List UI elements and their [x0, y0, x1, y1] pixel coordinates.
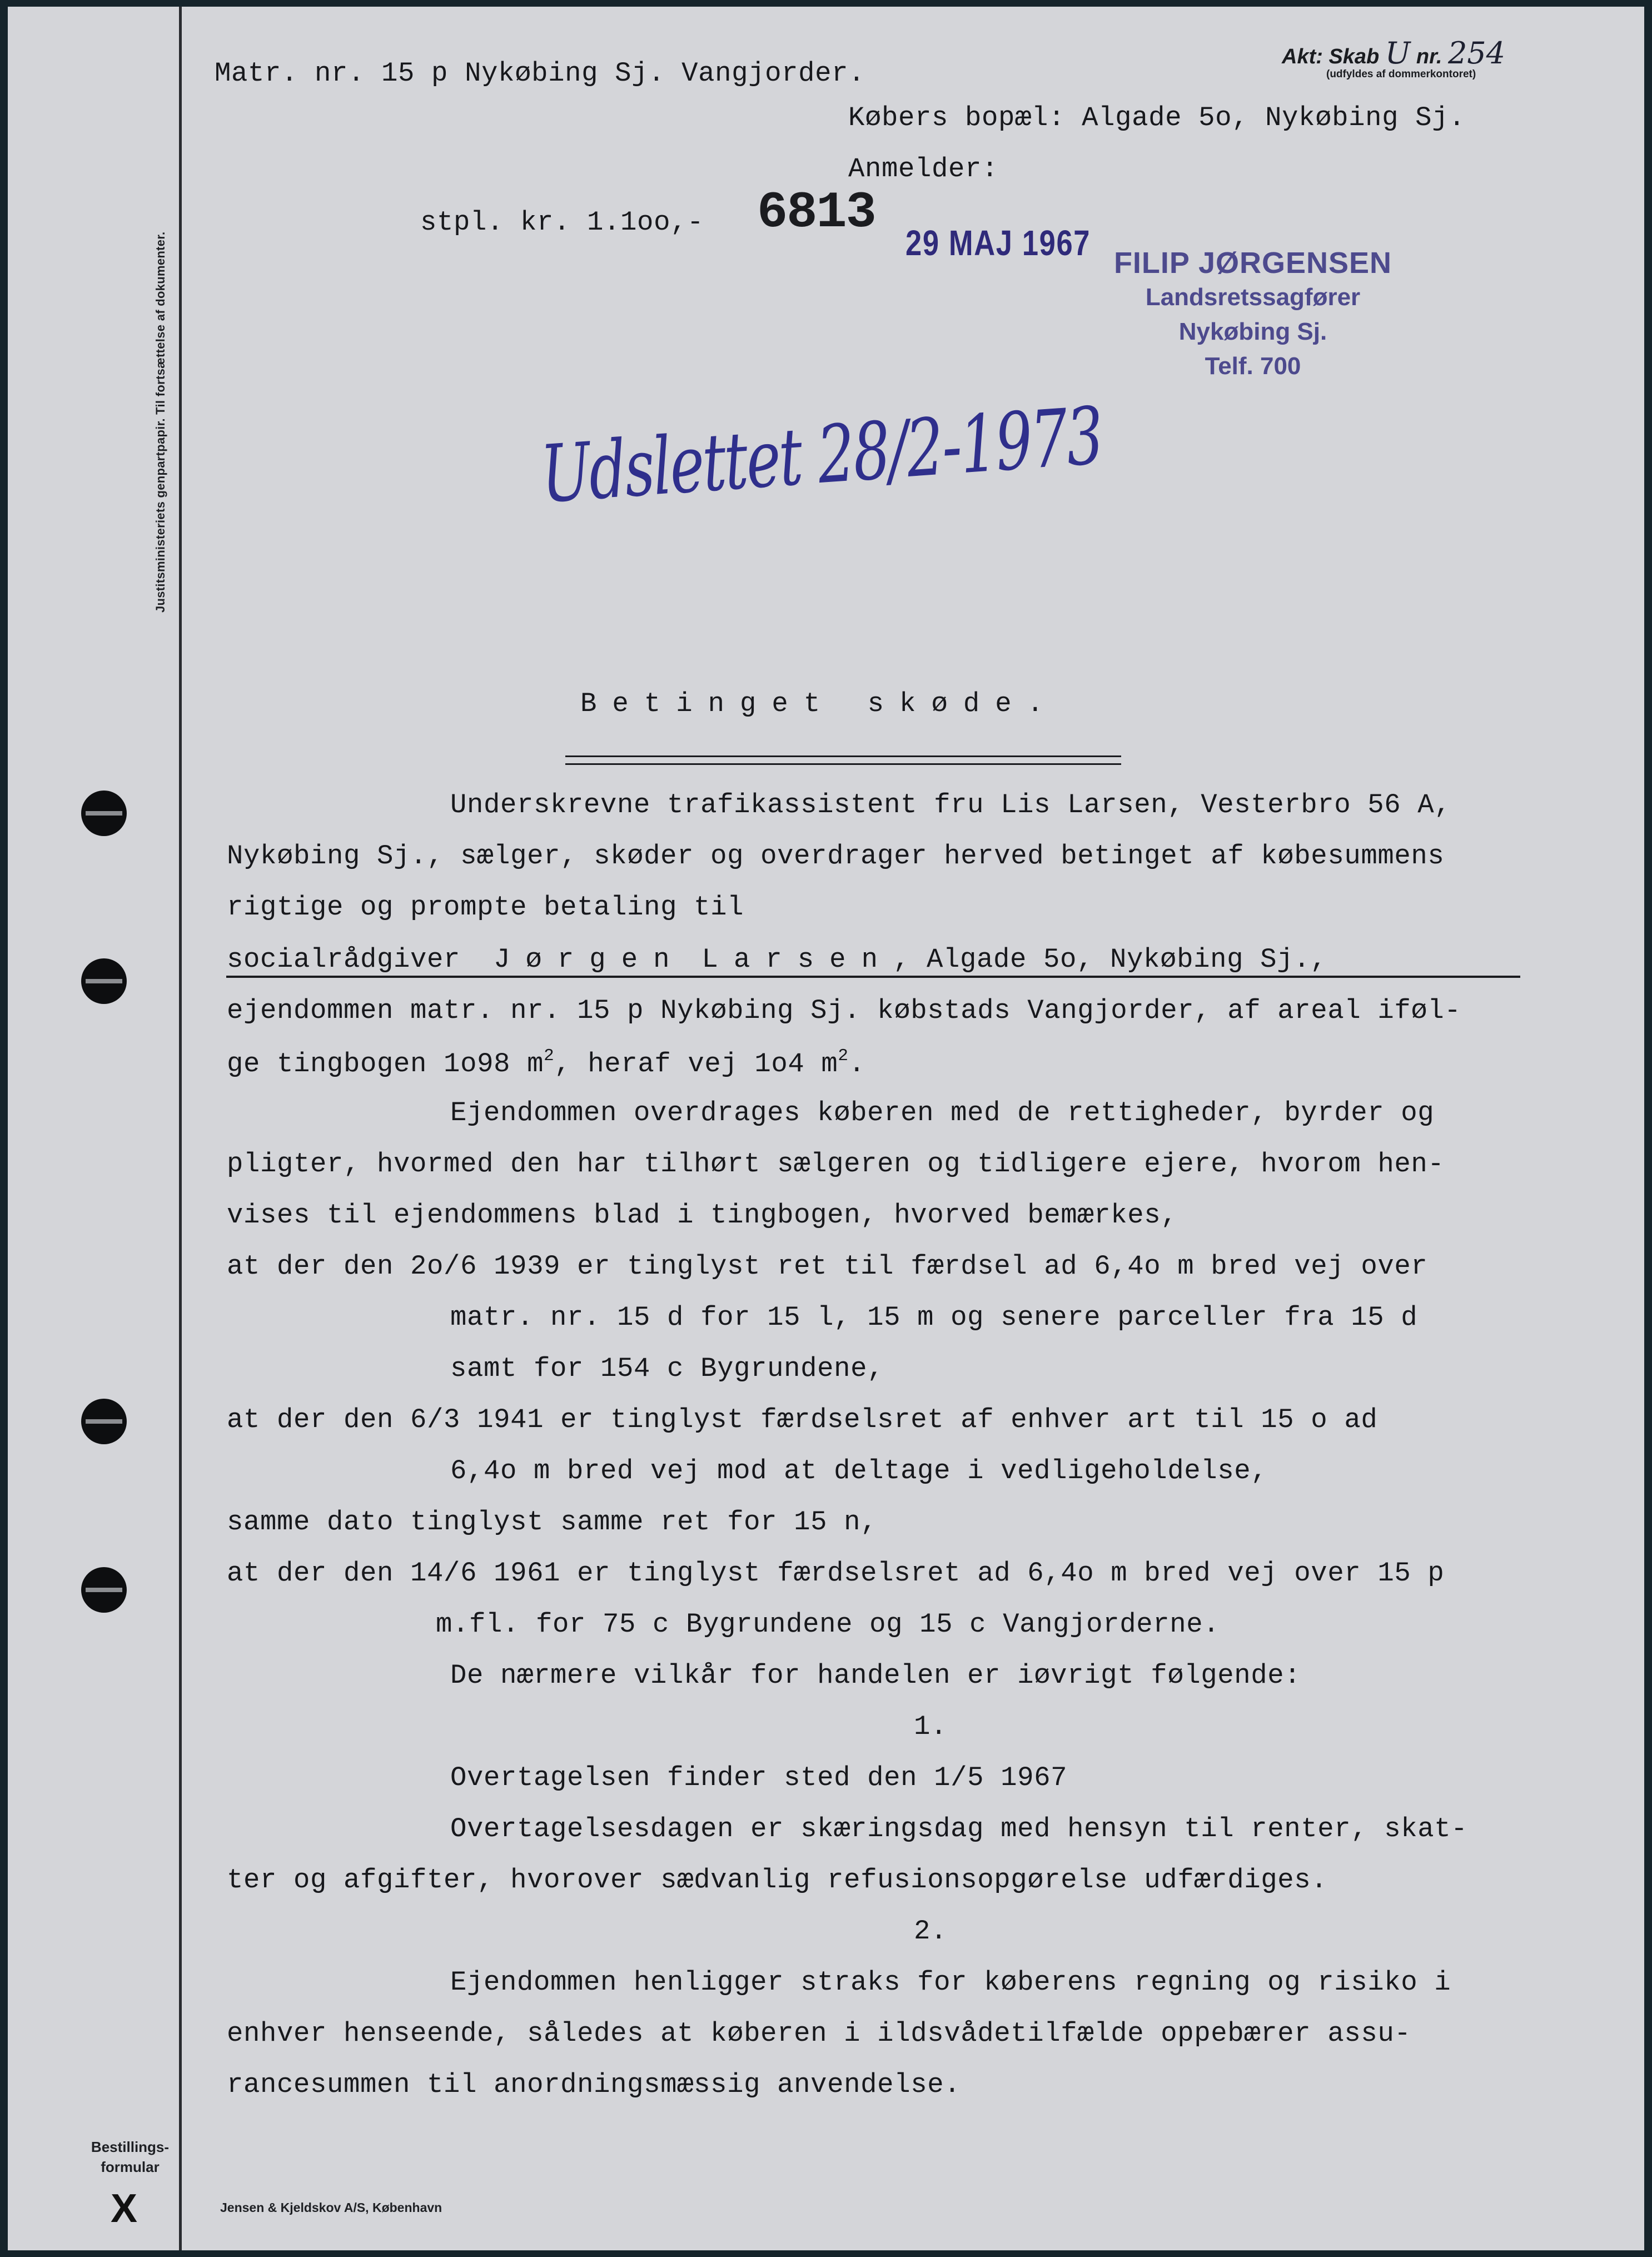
lawyer-name: FILIP JØRGENSEN: [1113, 246, 1392, 280]
buyer-line: [227, 944, 1327, 975]
text-line: enhver henseende, således at køberen i ildsvådetilfælde oppebærer assu-: [227, 2018, 1411, 2049]
area-superscript: 2: [544, 1046, 555, 1066]
document-heading: Betinget skøde.: [580, 688, 1059, 719]
akt-skab-handwritten: U: [1385, 36, 1411, 71]
akt-nr-label: nr.: [1416, 45, 1442, 68]
akt-sub-note: (udfyldes af dommerkontoret): [1326, 68, 1476, 80]
punch-hole: [81, 791, 127, 836]
text-line: Overtagelsesdagen er skæringsdag med hensyn til renter, skat-: [450, 1813, 1468, 1845]
text-line: vises til ejendommens blad i tingbogen, hvorved bemærkes,: [227, 1200, 1178, 1231]
handwritten-annotation: Udslettet 28/2-1973: [538, 390, 1105, 521]
lawyer-city: Nykøbing Sj.: [1178, 318, 1327, 345]
text-line: rancesummen til anordningsmæssig anvendelse.: [227, 2069, 961, 2100]
text-line: Ejendommen henligger straks for køberens regning og risiko i: [450, 1967, 1451, 1998]
buyer-address: , Algade 5o, Nykøbing Sj.,: [893, 944, 1327, 975]
akt-reference-line: [1282, 36, 1505, 71]
document-page: [8, 7, 1644, 2250]
buyer-occupation: socialrådgiver: [227, 944, 461, 975]
text-line: samt for 154 c Bygrundene,: [450, 1353, 884, 1384]
margin-side-text: Justitsministeriets genpartpapir. Til fortsættelse af dokumenter.: [153, 231, 167, 613]
text-line: Nykøbing Sj., sælger, skøder og overdrager herved betinget af købesummens: [227, 841, 1445, 872]
buyer-underline: [226, 976, 1520, 978]
area-line: [227, 1046, 865, 1080]
area-period: .: [848, 1048, 865, 1080]
text-line: matr. nr. 15 d for 15 l, 15 m og senere parceller fra 15 d: [450, 1302, 1418, 1333]
section-number: 1.: [914, 1711, 948, 1742]
text-line: rigtige og prompte betaling til: [227, 892, 744, 923]
stamp-duty-line: stpl. kr. 1.1oo,-: [420, 207, 704, 238]
registration-number-stamp: 6813: [757, 183, 875, 242]
text-line: Underskrevne trafikassistent fru Lis Larsen, Vesterbro 56 A,: [450, 789, 1451, 821]
lawyer-phone: Telf. 700: [1205, 352, 1301, 380]
area-text: ge tingbogen 1o98 m: [227, 1048, 544, 1080]
buyer-first-name: Jørgen: [494, 944, 685, 975]
lawyer-stamp: [1097, 246, 1409, 384]
text-line: 6,4o m bred vej mod at deltage i vedligeholdelse,: [450, 1455, 1268, 1487]
punch-hole: [81, 1567, 127, 1613]
order-form-label-line: formular: [101, 2159, 160, 2175]
buyer-address-line: Købers bopæl: Algade 5o, Nykøbing Sj.: [848, 102, 1466, 133]
lawyer-title: Landsretssagfører: [1145, 284, 1361, 311]
text-line: ter og afgifter, hvorover sædvanlig refusionsopgørelse udfærdiges.: [227, 1865, 1328, 1896]
heading-underline: [565, 755, 1121, 765]
punch-hole: [81, 958, 127, 1004]
text-line: De nærmere vilkår for handelen er iøvrigt følgende:: [450, 1660, 1301, 1691]
buyer-last-name: Larsen: [701, 944, 893, 975]
text-line: at der den 2o/6 1939 er tinglyst ret til færdsel ad 6,4o m bred vej over: [227, 1251, 1428, 1282]
printer-imprint: Jensen & Kjeldskov A/S, København: [220, 2200, 442, 2215]
area-road-text: , heraf vej 1o4 m: [554, 1048, 838, 1080]
matr-line: Matr. nr. 15 p Nykøbing Sj. Vangjorder.: [215, 58, 865, 89]
date-stamp: 29 MAJ 1967: [905, 223, 1091, 263]
area-superscript: 2: [838, 1046, 849, 1066]
akt-label: Akt: Skab: [1282, 45, 1380, 68]
text-line: pligter, hvormed den har tilhørt sælgeren og tidligere ejere, hvorom hen-: [227, 1149, 1445, 1180]
order-form-mark: X: [111, 2186, 138, 2231]
text-line: Ejendommen overdrages køberen med de rettigheder, byrder og: [450, 1097, 1435, 1128]
order-form-label-line: Bestillings-: [91, 2139, 170, 2155]
text-line: samme dato tinglyst samme ret for 15 n,: [227, 1507, 878, 1538]
anmelder-line: Anmelder:: [848, 153, 999, 185]
text-line: m.fl. for 75 c Bygrundene og 15 c Vangjorderne.: [436, 1609, 1220, 1640]
section-number: 2.: [914, 1916, 948, 1947]
text-line: at der den 14/6 1961 er tinglyst færdselsret ad 6,4o m bred vej over 15 p: [227, 1558, 1445, 1589]
margin-rule: [179, 7, 182, 2250]
akt-reference: [1282, 36, 1505, 81]
akt-nr-handwritten: 254: [1447, 36, 1506, 71]
text-line: Overtagelsen finder sted den 1/5 1967: [450, 1762, 1068, 1793]
order-form-label: [80, 2137, 180, 2177]
punch-hole: [81, 1399, 127, 1444]
text-line: at der den 6/3 1941 er tinglyst færdselsret af enhver art til 15 o ad: [227, 1404, 1378, 1435]
text-line: ejendommen matr. nr. 15 p Nykøbing Sj. købstads Vangjorder, af areal iføl-: [227, 995, 1461, 1026]
